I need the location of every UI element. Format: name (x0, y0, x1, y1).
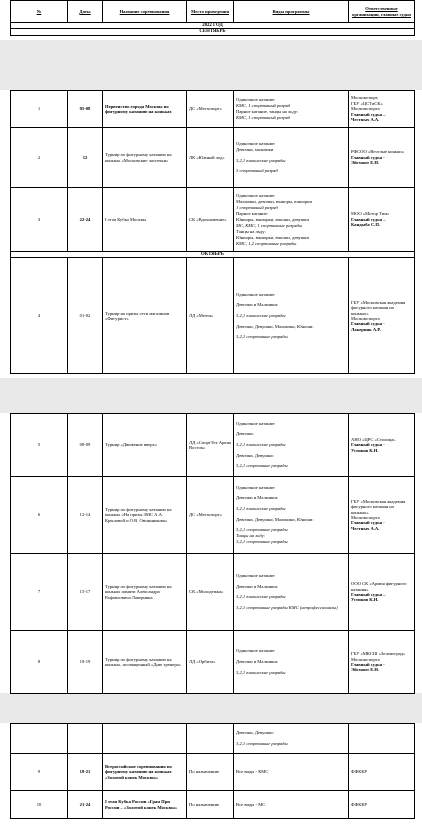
col-num: № (11, 1, 68, 23)
table-row: 6 12-14 Турнир по фигурному катанию на коньках «На призы ЗМС А.А. Крыловой и О.В. Овсянникова» ДС «Мегаспорт» Одиночное катание: Девочки и Мальчики: 3,2,1 юношеские разряды Девочки, Девушки, Мальчики, Юноши: 3,2,1 спортивные разряды Танцы на льду: 3,2,1 спортивные разряды ГБУ «Московская академия фигурного катания на коньках» Москомспорта Главный судья - Честных А.А. (11, 477, 415, 554)
table-row-continued: Девочки, Девушки: 3,2,1 спортивные разряды (11, 724, 415, 754)
schedule-table-part-4 (10, 723, 415, 819)
table-row: 8 18-19 Турнир по фигурному катанию на коньках, посвященный «Дню тренера» ЛД «Орбита» Одиночное катание: Девочки и Мальчики: 3,2,1 юношеские разряды ГБУ «МКСШ «Зеленоград» Москомспорта Главный судья - Эйсмонт Е.Н. (11, 631, 415, 694)
table-row (11, 91, 415, 128)
table-row: 7 15-17 Турнир по фигурному катанию на коньках памяти Александра Рафаиловича Лакерника СК «Молодежка» Одиночное катание: Девочки и Мальчики: 3,2,1 юношеские разряды 3,2,1 спортивные разряды КМС (непрофессионалы) ООО СК «Армия фигурного катания» Главный судья – Устинов К.Н. (11, 554, 415, 631)
page-gap (0, 693, 422, 723)
table-row: 10 21-24 I этап Кубка России «Гран При России – «Золотой конек Москвы» По назначению Все виды - МС ФФККР (11, 791, 415, 819)
row-venue: ДС «Мегаспорт» (187, 91, 234, 128)
page-2 (10, 90, 414, 374)
row-org: Москомспорт, ГБУ «ЦСТиСК» Москомспорта Главный судья – Честных А.А. (349, 91, 415, 128)
page-4 (10, 723, 414, 819)
table-row: 9 18-21 Всероссийские соревнования по фигурному катанию на коньках «Золотой конек Москвы» По назначению Все виды - КМС ФФККР (11, 754, 415, 791)
page-gap (0, 378, 422, 413)
table-row: 3 22-24 I этап Кубка Москвы СК «Вдохновение» Одиночное катание: Мальчики, девочки, юниоры, юниорки 1 спортивный разряд Парное катание: Юниоры, юниорки, юноши, девушки МС, КМС, 1 спортивные разряды Танцы на льду: Юниоры, юниорки, юноши, девушки КМС, 1,2 спортивные разряды МОО «Мотор Тим» Главный судья – Кандыба С.П. (11, 188, 415, 252)
col-program: Виды программы (234, 1, 349, 23)
month-october: ОКТЯБРЬ (11, 252, 415, 258)
year-label: 2022 ГОД (11, 23, 415, 29)
month-september: СЕНТЯБРЬ (11, 29, 415, 35)
page-1 (10, 0, 414, 36)
page-gap (0, 40, 422, 90)
schedule-header-table (10, 0, 415, 36)
table-row: 5 08-09 Турнир «Движение вверх» ЛД «СпортТех Арена Восток» Одиночное катание: Девочки: 3,2,1 юношеские разряды Девочки, Девушки: 3,2,1 спортивные разряды АНО «ЦРС «Столица» Главный судья - Устинов К.Н. (11, 414, 415, 477)
row-num: 1 (11, 91, 68, 128)
row-dates: 05-08 (68, 91, 103, 128)
col-dates: Даты (68, 1, 103, 23)
page-3 (10, 413, 414, 694)
table-row: 4 01-02 Турнир на призы сети магазинов «Фигурист» ЛД «Мечта» Одиночное катание: Девочки и Мальчики: 3,2,1 юношеские разряды Девочки, Девушки, Мальчики, Юноши: 3,2,1 спортивные разряды ГБУ «Московская академия фигурного катания на коньках» Москомспорта Главный судья - Лакерник А.Р. (11, 258, 415, 374)
row-name: Первенство города Москвы по фигурному катанию на коньках (103, 91, 187, 128)
schedule-table-part-2 (10, 90, 415, 374)
schedule-table-part-3 (10, 413, 415, 694)
col-org: Ответственные организации, главные судьи (349, 1, 415, 23)
col-name: Название соревнования (103, 1, 187, 23)
row-program: Одиночное катание: КМС, 1 спортивный разряд Парное катание, танцы на льду: КМС, 1 спортивный разряд (234, 91, 349, 128)
col-venue: Место проведения (187, 1, 234, 23)
table-row: 2 12 Турнир по фигурному катанию на коньках «Московские ласточки» ЛК «Южный лед» Одиночное катание: Девочки, мальчики 3,2,1 юношеские разряды 3 спортивный разряд РФСОО «Веселые коньки» Главный судья - Эйсмонт Е.Н. (11, 128, 415, 188)
